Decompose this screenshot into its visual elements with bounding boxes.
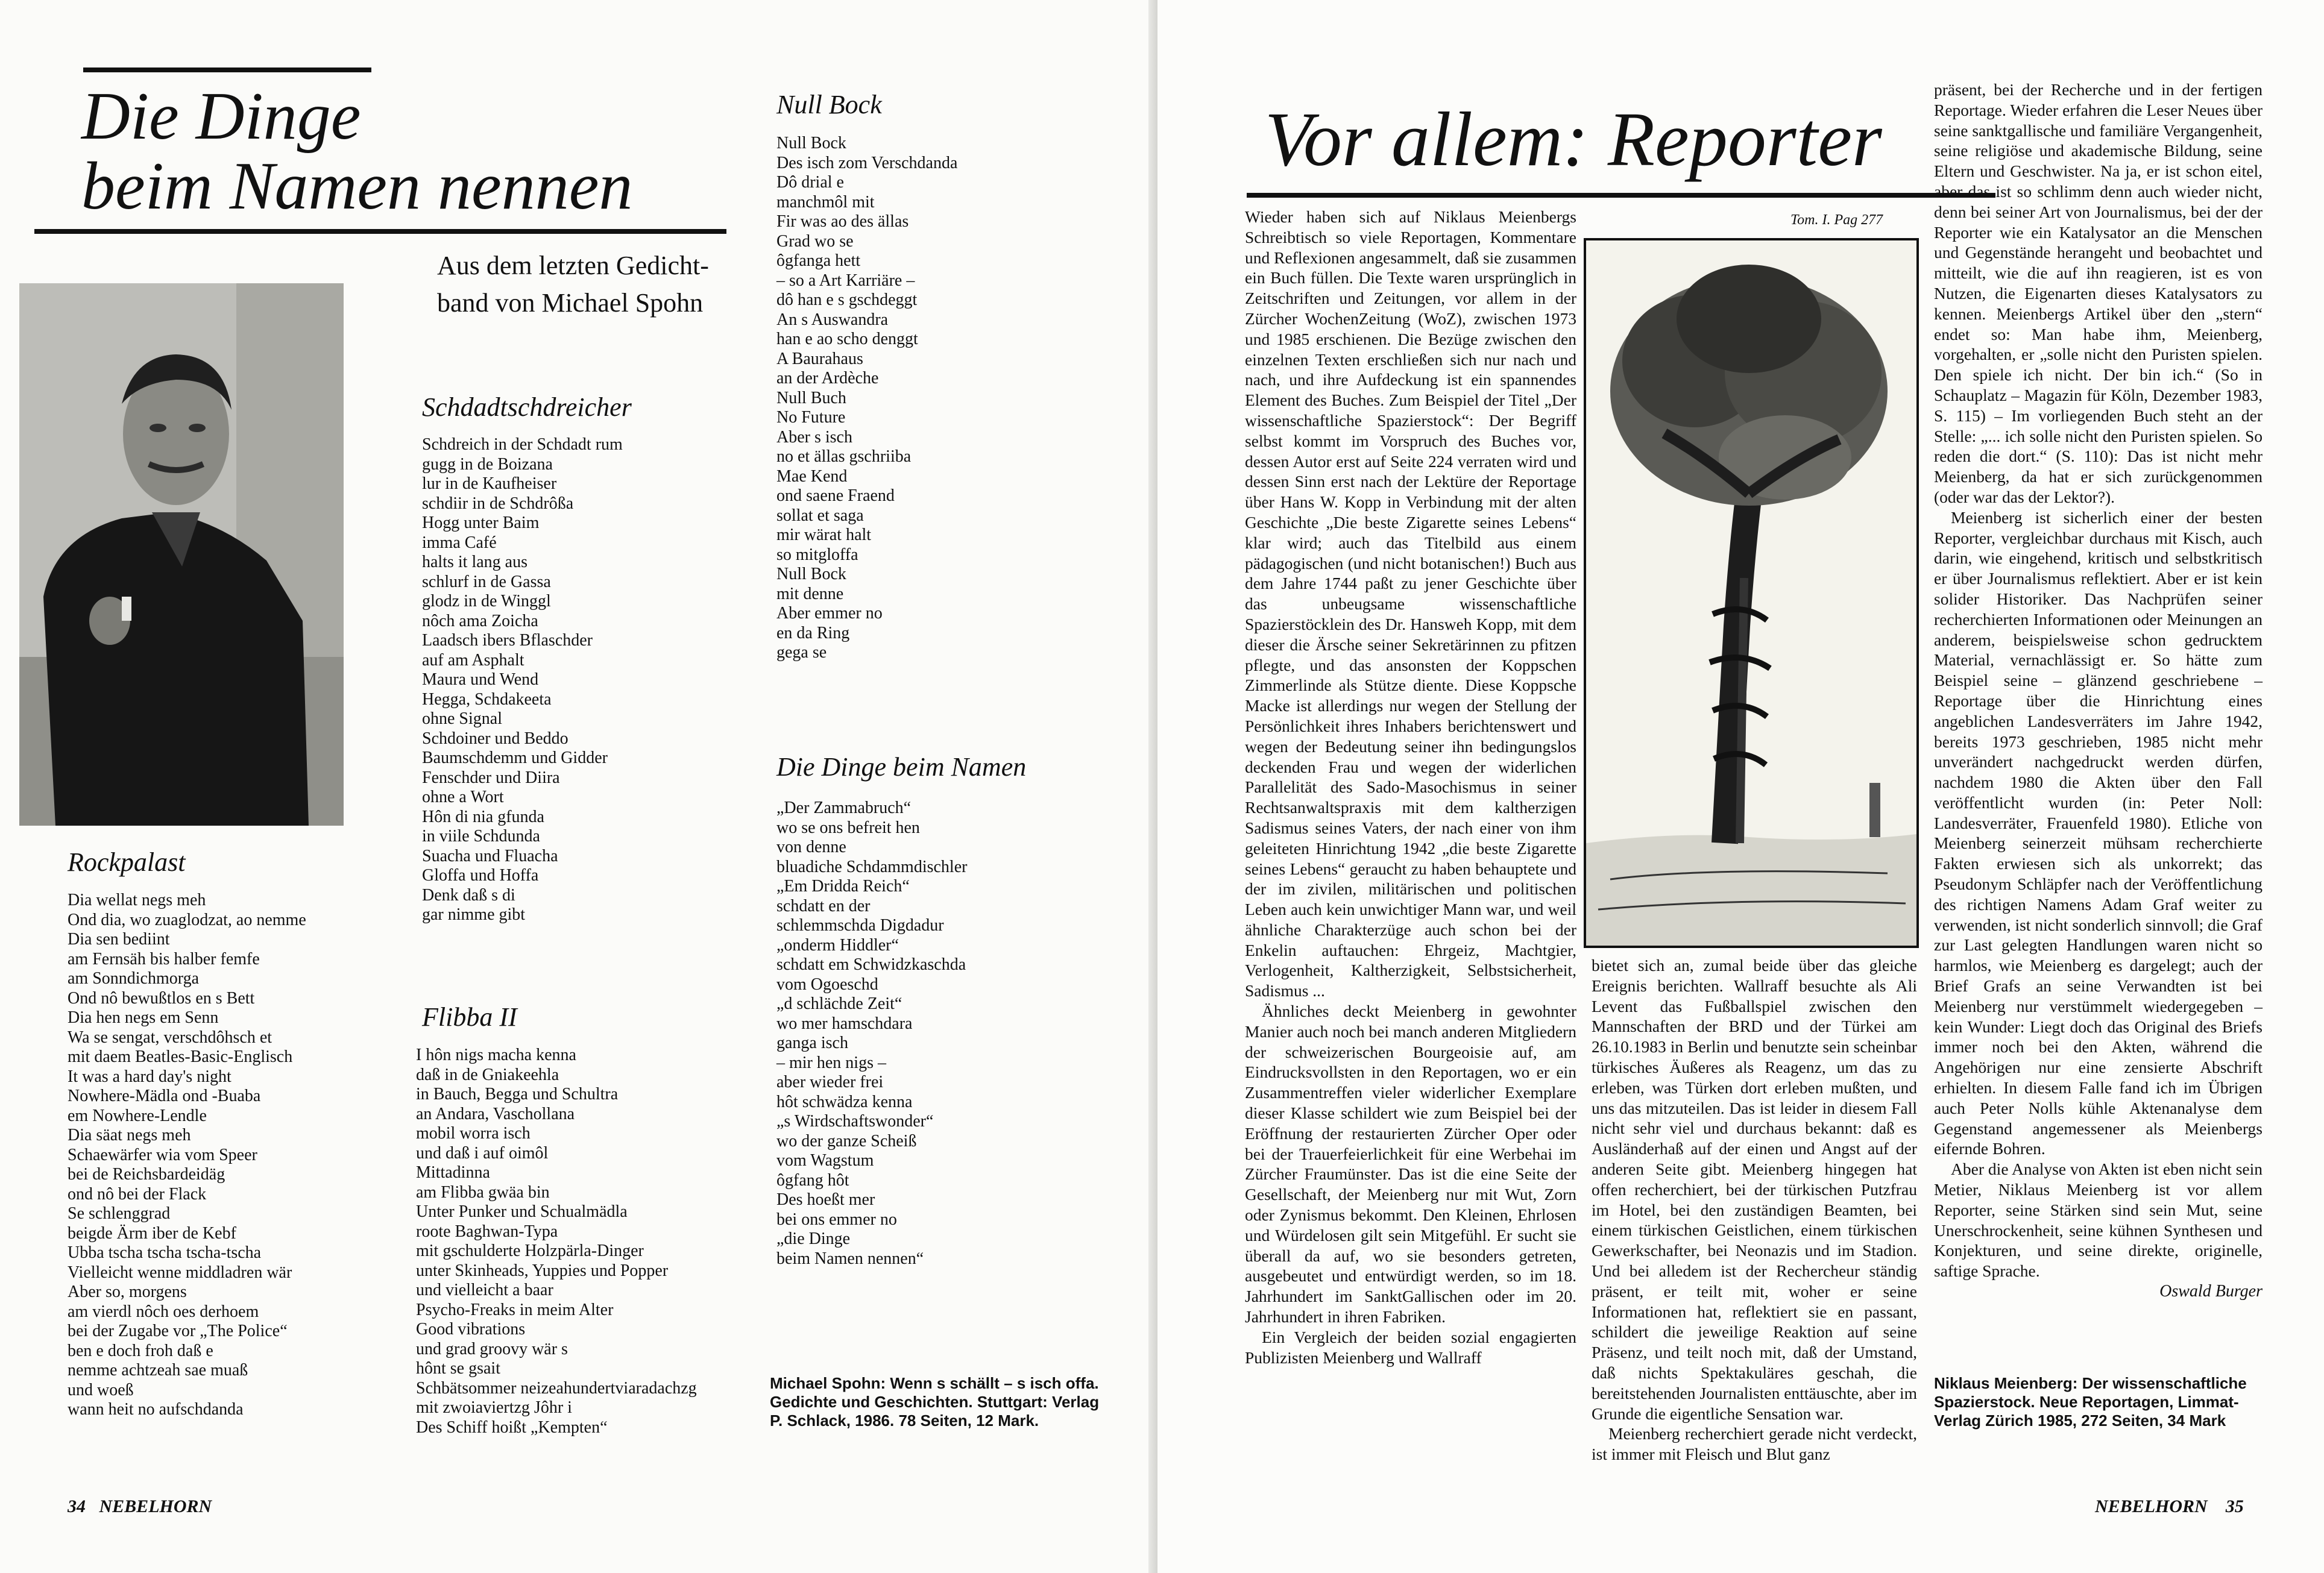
poem-flibba: I hôn nigs macha kenna daß in de Gniakeehla in Bauch, Begga und Schultra an Andara, Vaschollana mobil worra isch und daß i auf oimôl Mittadinna am Flibba gwäa bin Unter Punker und Schualmädla roote Baghwan-Typa mit gschulderte Holzpärla-Dinger unter Skinheads, Yuppies und Popper und vielleicht a baar Psycho-Freaks in meim Alter Good vibrations und grad groovy wär s hônt se gsait Schbätsommer neizeahundertviaradachzg mit zwoiaviertzg Jôhr i Des Schiff hoißt „Kempten“ [416,1046,697,1437]
left-page-number: 34 [68,1496,86,1516]
title-line-2: beim Namen nennen [81,149,633,224]
left-page [0,0,1157,1573]
poem-title-rockpalast: Rockpalast [68,847,186,877]
article-title-rule [1247,193,1995,198]
poem-dinge: „Der Zammabruch“ wo se ons befreit hen von denne bluadiche Schdammdischler „Em Dridda Reich“ schdatt en der schlemmschda Digdadur „onderm Hiddler“ schdatt em Schwidzkaschda vom Ogoeschd „d schlächde Zeit“ wo mer hamschdara ganga isch – mir hen nigs – aber wieder frei hôt schwädza kenna „s Wirdschaftswonder“ wo der ganze Scheiß vom Wagstum ôgfang hôt Des hoeßt mer bei ons emmer no „die Dinge beim Namen nennen“ [776,799,968,1268]
author-photo [19,283,344,826]
poem-title-flibba: Flibba II [422,1002,517,1032]
title-bottom-rule [34,229,726,234]
right-folio [2095,1496,2244,1517]
left-book-note: Michael Spohn: Wenn s schällt – s isch offa. Gedichte und Geschichten. Stuttgart: Verlag P. Schlack, 1986. 78 Seiten, 12 Mark. [770,1374,1100,1430]
article-signature: Oswald Burger [2159,1282,2263,1301]
article-col-1 [1245,207,1576,1367]
article-col-2 [1592,955,1917,1465]
engraving-caption: Tom. I. Pag 277 [1790,212,1883,228]
subtitle [437,247,738,322]
right-book-note: Niklaus Meienberg: Der wissenschaftliche Spazierstock. Neue Reportagen, Limmat-Verlag Zürich 1985, 272 Seiten, 34 Mark [1934,1374,2247,1430]
article-col3-para-3: Aber die Analyse von Akten ist eben nicht sein Metier, Niklaus Meienberg ist vor allem Reporter, seine Stärken sind sein Mut, seine Unerschrockenheit, seine kühnen Synthesen und Konjekturen, und seine direkte, originelle, saftige Sprache. [1934,1160,2263,1281]
article-col3-para-1: präsent, bei der Recherche und in der fertigen Reportage. Wieder erfahren die Leser Neues über seine sanktgallische und familiäre Vergangenheit, seine religiöse und akademische Bildung, seine Eltern und Geschwister. Na ja, er ist schon eitel, aber das ist so schlimm denn auch wieder nicht, denn bei seiner Art von Journalismus, bei der der Reporter wie ein Katalysator an die Menschen und Gegenstände herangeht und beobachtet und mitteilt, wie die auf ihn reagieren, ist es von Nutzen, die Eigenarten dieses Katalysators zu kennen. Meienbergs Artikel über den „stern“ endet so: Man habe ihm, Meienberg, vorgehalten, er „solle nicht den Puristen spielen. Den spiele ich nicht. Der bin ich.“ (So in Schauplatz – Magazin für Köln, Dezember 1983, S. 115) – Im vorliegenden Buch steht an der Stelle: „... ich solle nicht den Puristen spielen. So reden die dort.“ (S. 110): Das ist nicht mehr Meienberg, da hat er sich zurückgenommen (oder war das der Lektor?). [1934,80,2263,506]
poem-nullbock: Null Bock Des isch zom Verschdanda Dô drial e manchmôl mit Fir was ao des ällas Grad wo se ôgfanga hett – so a Art Karriäre – dô han e s gschdeggt An s Auswandra han e ao scho denggt A Baurahaus an der Ardèche Null Buch No Future Aber s isch no et ällas gschriiba Mae Kend ond saene Fraend sollat et saga mir wärat halt so mitgloffa Null Bock mit denne Aber emmer no en da Ring gega se [776,134,958,662]
subtitle-line-2: band von Michael Spohn [437,288,704,318]
engraving-illustration [1584,238,1919,948]
title-top-rule [83,68,371,72]
article-col3-para-2: Meienberg ist sicherlich einer der besten Reporter, vergleichbar durchaus mit Kisch, auch darin, wie eingehend, kritisch und selbstkritisch er über Journalismus reflektiert. Aber er ist kein solider Historiker. Das Nachprüfen seiner recherchierten Informationen oder Meinungen an anderem, beispielsweise schon gedrucktem Material, vernachlässigt er. So hätte zum Beispiel seine – glänzend geschriebene – Reportage über die Hinrichtung eines angeblichen Landesverräters im Jahre 1942, bereits 1973 geschrieben, 1985 nicht mehr unverändert nachgedruckt werden dürfen, nachdem 1980 die Akten über den Fall veröffentlicht wurden (in: Peter Noll: Landesverräter, Frauenfeld 1980). Etliche von Meienberg seinerzeit mühsam recherchierte Fakten erwiesen sich als unkorrekt; das Pseudonym Schläpfer nach der Veröffentlichung des richtigen Namens Adam Graf weiter zu verwenden, ist nicht sonderlich sinnvoll; die Graf zur Last gelegten Handlungen waren nicht so harmlos, wie Meienberg es dargelegt; auch der Brief Grafs an seine Verwandten ist bei Meienberg nur verstümmelt wiedergegeben – kein Wunder: Liegt doch das Original des Briefs immer noch bei den Akten, während die Angehörigen nur eine zensierte Abschrift erhielten. In diesem Falle fand ich im Übrigen auch Peter Nolls kühle Aktenanalyse dem Gegenstand angemessener als Meienbergs eifernde Bohren. [1934,507,2263,1158]
right-page [1157,0,2324,1573]
article-col1-para-3: Ein Vergleich der beiden sozial engagierten Publizisten Meienberg und Wallraff [1245,1327,1576,1367]
article-col2-para-1: bietet sich an, zumal beide über das gleiche Ereignis berichten. Wallraff besuchte als Ali Levent das Fußballspiel zwischen den Mannschaften der BRD und der Türkei am 26.10.1983 in Berlin und benutzte sein scheinbar türkisches Äußeres als Reagenz, um das zu erleben, was Türken dort erleben mußten, und uns das mitzuteilen. Das ist leider in diesem Fall nicht sehr viel und durchaus bekannt: daß es Ausländerhaß auf der einen und Angst auf der anderen Seite gibt. Meienberg hingegen hat offen recherchiert, bei der türkischen Putzfrau im Hotel, bei den zuständigen Beamten, bei einem türkischen Geistlichen, einem türkischen Gewerkschafter, bei Neonazis und im Stadion. Und bei alledem ist der Rechercheur ständig präsent, er teilt mit, woher er seine Informationen hat, reflektiert sie en passant, schildert die jeweilige Reaktion auf seine Präsenz, und teilt noch mit, daß der Umstand, daß nichts Spektakuläres geschah, die bereitstehenden Journalisten enttäuschte, aber im Grunde die eigentliche Sensation war. [1592,956,1917,1423]
subtitle-line-1: Aus dem letzten Gedicht- [437,251,709,280]
article-title: Vor allem: Reporter [1265,96,1882,182]
poem-rockpalast: Dia wellat negs meh Ond dia, wo zuaglodzat, ao nemme Dia sen bediint am Fernsäh bis halber femfe am Sonndichmorga Ond nô bewußtlos en s Bett Dia hen negs em Senn Wa se sengat, verschdôhsch et mit daem Beatles-Basic-Englisch It was a hard day's night Nowhere-Mädla ond -Buaba em Nowhere-Lendle Dia säat negs meh Schaewärfer wia vom Speer bei de Reichsbardeidäg ond nô bei der Flack Se schlenggrad beigde Ärm iber de Kebf Ubba tscha tscha tscha-tscha Vielleicht wenne middladren wär Aber so, morgens am vierdl nôch oes derhoem bei der Zugabe vor „The Police“ ben e doch froh daß e nemme achtzeah sae muaß und woeß wann heit no aufschdanda [68,891,306,1419]
tree-engraving-figure [1586,240,1916,946]
author-photo-figure [19,283,344,826]
title-line-1: Die Dinge [81,79,361,154]
poem-schdadtschdreicher: Schdreich in der Schdadt rum gugg in de Boizana lur in de Kaufheiser schdiir in de Schdrôßa Hogg unter Baim imma Café halts it lang aus schlurf in de Gassa glodz in de Winggl nôch ama Zoicha Laadsch ibers Bflaschder auf am Asphalt Maura und Wend Hegga, Schdakeeta ohne Signal Schdoiner und Beddo Baumschdemm und Gidder Fenschder und Diira ohne a Wort Hôn di nia gfunda in viile Schdunda Suacha und Fluacha Gloffa und Hoffa Denk daß s di gar nimme gibt [422,435,623,924]
article-col1-para-1: Wieder haben sich auf Niklaus Meienbergs Schreibtisch so viele Reportagen, Kommentare und Reflexionen angesammelt, daß sie zusammen ein Buch füllen. Die Texte waren ursprünglich in Zeitschriften und Zeitungen, vor allem in der Zürcher WochenZeitung (WoZ), zwischen 1973 und 1985 erschienen. Die Bezüge zwischen den einzelnen Texten erschließen sich nur nach und nach, und ihre Aufdeckung ist ein spannendes Element des Buches. Zum Beispiel der Titel „Der wissenschaftliche Spazierstock“: Der Begriff selbst kommt im Vorspruch des Buches vor, dessen Autor erst auf Seite 224 verraten wird und dessen Sinn erst nach der Lektüre der Reportage über Hans W. Kopp in Verbindung mit der alten Geschichte „Die beste Zigarette seines Lebens“ klar wird; auch das Titelbild aus einem pädagogischen (und nicht botanischen!) Buch aus dem Jahre 1744 paßt zu jener Geschichte über das unbeugsame wissenschaftliche Spazierstöcklein des Dr. Hansweh Kopp, mit dem dieser die Ärsche seiner Sekretärinnen zu pfitzen pflegte, und das ansonsten der Koppschen Zimmerlinde als Stütze diente. Diese Koppsche Macke ist allerdings nur wegen der Stellung der Persönlichkeit ihres Inhabers berichtenswert und wegen der Bedeutung seiner ihn bedingungslos deckenden Frau und wegen der widerlichen Parallelität des Sado-Masochismus in seiner Rechtsanwaltspraxis mit dem kaltherzigen Sadismus seines Vaters, der nach einer von ihm geleiteten Hinrichtung 1942 „die beste Zigarette seines Lebens“ geraucht zu haben behauptete und der im zivilen, militärischen und politischen Leben auch kein unwichtiger Mann war, und weil ähnliche Charakterzüge auch schon bei der Enkelin auftauchen: Ehrgeiz, Machtgier, Verlogenheit, Kaltherzigkeit, Selbstsicherheit, Sadismus ... [1245,207,1576,1000]
article-col1-para-2: Ähnliches deckt Meienberg in gewohnter Manier auch noch bei manch anderen Mitgliedern der schweizerischen Bourgeoisie auf, am Eindrucksvollsten in den Reportagen, wo er ein Zusammentreffen vieler widerlicher Exemplare dieser Klasse schildert wie zum Beispiel bei der Eröffnung der restaurierten Zürcher Oper oder bei der Trauerfeierlichkeit für eine Werbehai im Zürcher Fraumünster. Das ist die eine Seite der Gesellschaft, der Meienberg nur mit Wut, Zorn oder Zynismus bekommt. Den Kleinen, Ehrlosen und Würdelosen gilt sein Mitgefühl. Er sucht sie überall da auf, wo sie besonders getreten, ausgebeutet und entwürdigt werden, so im 18. Jahrhundert im SanktGallischen oder im 20. Jahrhundert in ihren Fabriken. [1245,1002,1576,1327]
article-col-3 [1934,80,2263,1302]
poem-title-nullbock: Null Bock [776,90,882,119]
left-folio [68,1496,212,1517]
page-title [81,81,745,222]
article-col2-para-2: Meienberg recherchiert gerade nicht verdeckt, ist immer mit Fleisch und Blut ganz [1592,1424,1917,1464]
left-magazine-name: NEBELHORN [99,1496,212,1516]
right-page-number: 35 [2225,1496,2244,1516]
right-magazine-name: NEBELHORN [2095,1496,2208,1516]
poem-title-schdadtschdreicher: Schdadtschdreicher [422,392,632,422]
poem-title-dinge: Die Dinge beim Namen [776,752,1027,782]
